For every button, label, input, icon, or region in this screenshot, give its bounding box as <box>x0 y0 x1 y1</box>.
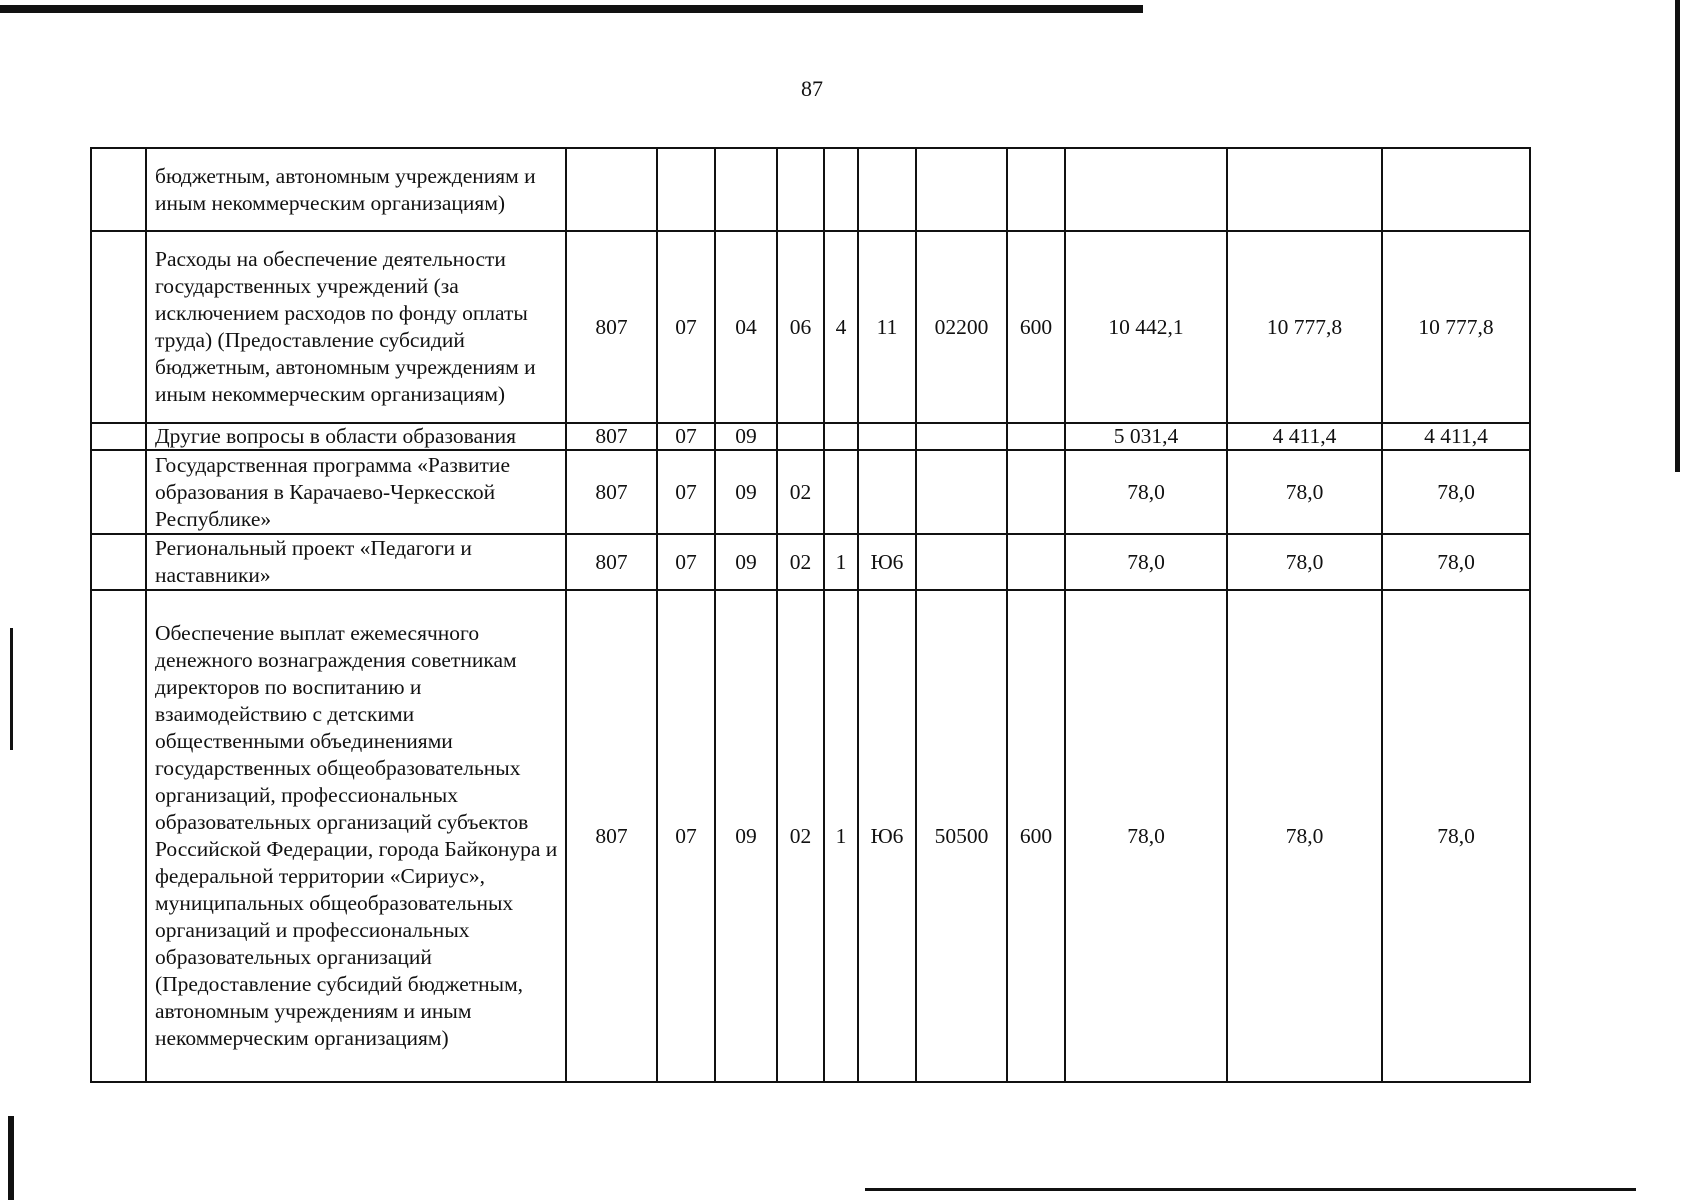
amount-year-2-cell <box>1227 148 1382 231</box>
row-number-cell <box>91 450 146 534</box>
table-row <box>91 231 1530 423</box>
row-number-cell <box>91 590 146 1082</box>
subprogram-cell: 4 <box>824 231 858 423</box>
project-cell <box>858 148 916 231</box>
ministry-code-cell: 807 <box>566 590 657 1082</box>
program-cell: 06 <box>777 231 824 423</box>
table-row <box>91 148 1530 231</box>
subsection-cell: 09 <box>715 450 777 534</box>
section-cell: 07 <box>657 423 715 450</box>
scan-edge-bottom <box>865 1188 1636 1191</box>
program-cell: 02 <box>777 450 824 534</box>
amount-year-3-cell: 4 411,4 <box>1382 423 1530 450</box>
subprogram-cell <box>824 423 858 450</box>
project-cell: Ю6 <box>858 534 916 590</box>
expense-direction-cell: 02200 <box>916 231 1007 423</box>
amount-year-3-cell <box>1382 148 1530 231</box>
subprogram-cell: 1 <box>824 534 858 590</box>
description-cell: Региональный проект «Педагоги и наставники» <box>146 534 566 590</box>
project-cell: 11 <box>858 231 916 423</box>
expense-direction-cell <box>916 423 1007 450</box>
expense-direction-cell <box>916 534 1007 590</box>
ministry-code-cell <box>566 148 657 231</box>
amount-year-2-cell: 78,0 <box>1227 590 1382 1082</box>
amount-year-3-cell: 78,0 <box>1382 534 1530 590</box>
subprogram-cell <box>824 148 858 231</box>
amount-year-2-cell: 78,0 <box>1227 450 1382 534</box>
expense-type-cell: 600 <box>1007 231 1065 423</box>
subprogram-cell: 1 <box>824 590 858 1082</box>
ministry-code-cell: 807 <box>566 534 657 590</box>
program-cell: 02 <box>777 590 824 1082</box>
section-cell: 07 <box>657 590 715 1082</box>
description-cell: Государственная программа «Развитие образования в Карачаево-Черкесской Республике» <box>146 450 566 534</box>
row-number-cell <box>91 148 146 231</box>
amount-year-1-cell: 78,0 <box>1065 590 1227 1082</box>
expense-type-cell: 600 <box>1007 590 1065 1082</box>
program-cell <box>777 148 824 231</box>
amount-year-2-cell: 78,0 <box>1227 534 1382 590</box>
amount-year-1-cell: 10 442,1 <box>1065 231 1227 423</box>
expense-type-cell <box>1007 148 1065 231</box>
amount-year-1-cell: 5 031,4 <box>1065 423 1227 450</box>
expense-direction-cell: 50500 <box>916 590 1007 1082</box>
amount-year-1-cell: 78,0 <box>1065 450 1227 534</box>
table-row <box>91 590 1530 1082</box>
amount-year-3-cell: 78,0 <box>1382 590 1530 1082</box>
subsection-cell: 09 <box>715 534 777 590</box>
row-number-cell <box>91 231 146 423</box>
project-cell <box>858 450 916 534</box>
program-cell <box>777 423 824 450</box>
amount-year-3-cell: 10 777,8 <box>1382 231 1530 423</box>
expense-type-cell <box>1007 423 1065 450</box>
amount-year-2-cell: 4 411,4 <box>1227 423 1382 450</box>
section-cell <box>657 148 715 231</box>
description-cell: Расходы на обеспечение деятельности государственных учреждений (за исключением расходов по фонду оплаты труда) (Предоставление субсидий бюджетным, автономным учреждениям и иным некоммерческим организациям) <box>146 231 566 423</box>
project-cell <box>858 423 916 450</box>
description-cell: бюджетным, автономным учреждениям и иным некоммерческим организациям) <box>146 148 566 231</box>
table-row <box>91 450 1530 534</box>
section-cell: 07 <box>657 450 715 534</box>
row-number-cell <box>91 423 146 450</box>
table-row <box>91 534 1530 590</box>
program-cell: 02 <box>777 534 824 590</box>
scan-edge-left <box>10 628 13 750</box>
expense-type-cell <box>1007 450 1065 534</box>
amount-year-1-cell <box>1065 148 1227 231</box>
scan-edge-top <box>0 5 1143 13</box>
amount-year-2-cell: 10 777,8 <box>1227 231 1382 423</box>
ministry-code-cell: 807 <box>566 231 657 423</box>
table-row <box>91 423 1530 450</box>
description-cell: Обеспечение выплат ежемесячного денежного вознаграждения советникам директоров по воспитанию и взаимодействию с детскими общественными объединениями государственных общеобразовательных организаций, профессиональных образовательных организаций субъектов Российской Федерации, города Байконура и федеральной территории «Сириус», муниципальных общеобразовательных организаций и профессиональных образовательных организаций (Предоставление субсидий бюджетным, автономным учреждениям и иным некоммерческим организациям) <box>146 590 566 1082</box>
amount-year-3-cell: 78,0 <box>1382 450 1530 534</box>
ministry-code-cell: 807 <box>566 450 657 534</box>
subsection-cell <box>715 148 777 231</box>
section-cell: 07 <box>657 231 715 423</box>
description-cell: Другие вопросы в области образования <box>146 423 566 450</box>
scan-edge-left-bottom <box>8 1116 14 1200</box>
project-cell: Ю6 <box>858 590 916 1082</box>
amount-year-1-cell: 78,0 <box>1065 534 1227 590</box>
expense-type-cell <box>1007 534 1065 590</box>
expense-direction-cell <box>916 450 1007 534</box>
row-number-cell <box>91 534 146 590</box>
budget-table <box>90 147 1531 1083</box>
page-number: 87 <box>801 76 823 101</box>
subprogram-cell <box>824 450 858 534</box>
ministry-code-cell: 807 <box>566 423 657 450</box>
section-cell: 07 <box>657 534 715 590</box>
expense-direction-cell <box>916 148 1007 231</box>
scan-edge-right <box>1675 0 1680 472</box>
subsection-cell: 09 <box>715 423 777 450</box>
subsection-cell: 04 <box>715 231 777 423</box>
subsection-cell: 09 <box>715 590 777 1082</box>
